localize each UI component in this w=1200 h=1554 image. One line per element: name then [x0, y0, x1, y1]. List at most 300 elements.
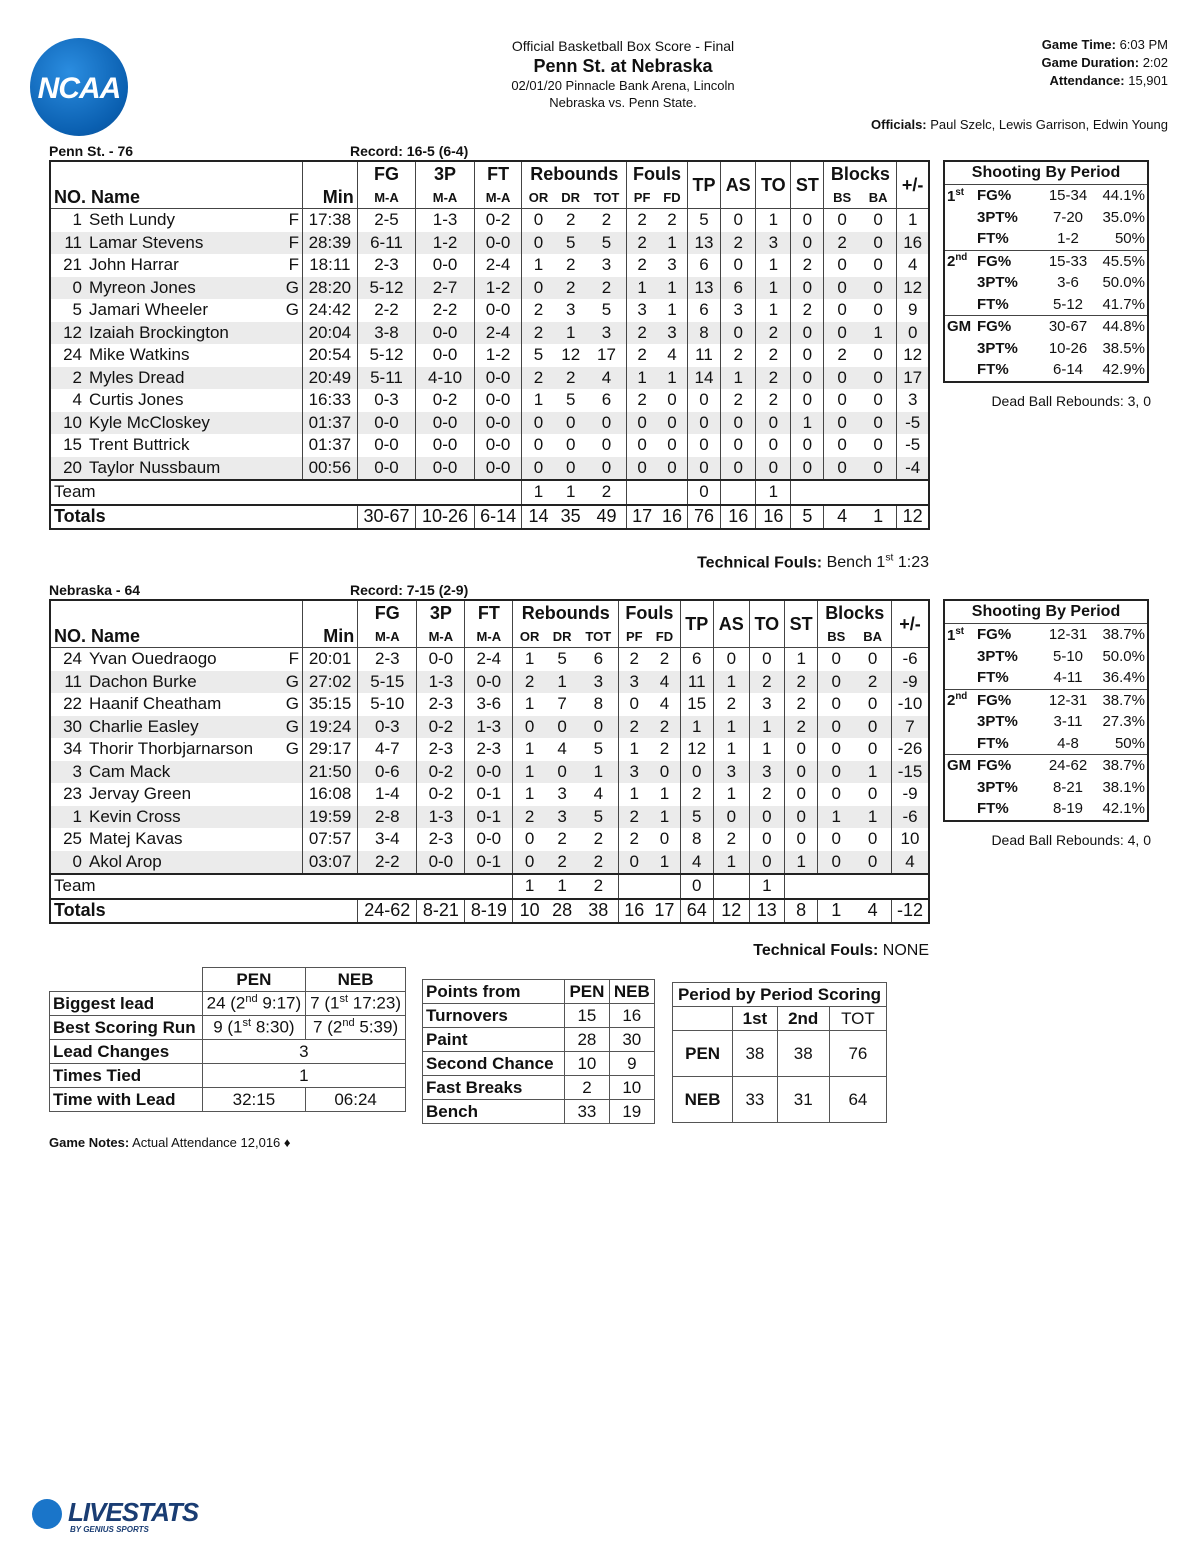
player-bs: 0 — [837, 210, 847, 230]
player-bs: 0 — [824, 322, 860, 345]
player-dr: 4 — [557, 739, 567, 759]
player-ft: 0-0 — [474, 367, 522, 390]
lead-label: Time with Lead — [50, 1088, 203, 1112]
col-as: AS — [721, 161, 756, 209]
attendance: 15,901 — [1128, 73, 1168, 88]
player-as: 0 — [721, 254, 756, 277]
col-tp: TP — [687, 161, 720, 209]
player-ba: 0 — [854, 716, 891, 739]
player-pf: 2 — [627, 322, 657, 345]
col-dr: DR — [561, 189, 581, 205]
player-bs: 0 — [818, 671, 854, 694]
player-st: 0 — [791, 209, 824, 232]
player-bs: 0 — [831, 694, 842, 714]
totals-dr: 35 — [555, 505, 587, 530]
player-dr: 0 — [555, 457, 587, 481]
period-score: 38 — [733, 1031, 777, 1077]
col-blank — [50, 161, 303, 186]
player-position: F — [282, 648, 303, 671]
lead-stats-table — [49, 967, 406, 1112]
player-st: 2 — [784, 716, 817, 739]
player-bs: 0 — [824, 457, 860, 481]
player-number: 0 — [50, 851, 86, 875]
player-plus-minus: 12 — [903, 345, 923, 365]
game-notes — [49, 1135, 291, 1150]
player-min: 16:33 — [303, 389, 358, 412]
player-name: Curtis Jones — [89, 390, 184, 410]
lead-both: 3 — [202, 1040, 405, 1064]
points-title: Points from — [423, 980, 565, 1004]
team-or: 1 — [522, 480, 555, 505]
player-name: Jervay Green — [89, 784, 192, 804]
player-or: 1 — [524, 784, 535, 804]
player-st: 0 — [791, 389, 824, 412]
player-fg: 0-0 — [357, 412, 416, 435]
player-number: 34 — [63, 739, 82, 759]
player-fg: 2-2 — [357, 299, 416, 322]
attendance-label: Attendance: — [1049, 73, 1125, 88]
points-pen: 15 — [565, 1004, 609, 1028]
player-ba: 0 — [854, 851, 891, 875]
player-as: 2 — [721, 344, 756, 367]
ncaa-logo — [30, 38, 128, 136]
player-row — [50, 648, 929, 671]
player-name: Akol Arop — [86, 851, 282, 875]
player-tot: 2 — [578, 851, 618, 875]
shooting-period: 2nd — [947, 252, 968, 271]
totals-pf: 17 — [627, 505, 657, 530]
shooting-row — [944, 250, 1148, 272]
player-3p: 0-0 — [416, 412, 475, 435]
player-row — [50, 806, 929, 829]
shooting-pct: 50.0% — [1102, 274, 1145, 292]
tech-value: NONE — [882, 942, 929, 959]
player-ba: 0 — [860, 254, 897, 277]
player-name: Taylor Nussbaum — [86, 457, 282, 481]
player-as: 0 — [721, 209, 756, 232]
col-or: OR — [528, 189, 549, 205]
player-position — [282, 344, 303, 367]
player-3p: 1-3 — [417, 806, 465, 829]
player-as: 0 — [721, 434, 756, 457]
player-row — [50, 254, 929, 277]
box-score-neb — [49, 599, 930, 924]
player-plus-minus: 3 — [907, 390, 918, 410]
player-position: F — [282, 232, 303, 255]
lead-corner — [50, 968, 203, 992]
shooting-stat: 3PT% — [977, 647, 1018, 665]
player-or: 0 — [513, 716, 546, 739]
player-3p: 0-2 — [417, 716, 465, 739]
doc-title: Official Basketball Box Score - Final — [511, 38, 735, 54]
player-3p: 0-0 — [417, 851, 465, 875]
shooting-stat: FT% — [977, 295, 1009, 313]
points-label: Paint — [423, 1028, 565, 1052]
player-name: Myles Dread — [86, 367, 282, 390]
player-ft: 0-2 — [474, 209, 522, 232]
shooting-ma: 4-11 — [1053, 669, 1083, 687]
player-min: 20:01 — [303, 648, 358, 671]
player-dr: 12 — [561, 345, 581, 365]
totals-pf: 16 — [619, 899, 650, 924]
points-pen: 28 — [565, 1028, 609, 1052]
points-row — [423, 1028, 655, 1052]
tech-fouls-neb — [753, 942, 929, 960]
player-position — [282, 783, 303, 806]
totals-fg: 24-62 — [358, 899, 417, 924]
player-3p: 2-3 — [417, 693, 465, 716]
period-col-header: 1st — [733, 1007, 777, 1031]
col-rebounds: Rebounds — [522, 161, 627, 186]
player-3p: 0-0 — [416, 457, 475, 481]
player-ba: 2 — [854, 671, 891, 694]
points-label: Fast Breaks — [423, 1076, 565, 1100]
player-3p: 1-3 — [416, 209, 475, 232]
player-plus-minus: -5 — [905, 435, 921, 455]
player-st: 1 — [784, 648, 817, 671]
player-3p: 0-0 — [417, 648, 465, 671]
player-bs: 0 — [818, 716, 854, 739]
player-bs: 2 — [824, 232, 860, 255]
player-st: 2 — [784, 671, 817, 694]
player-min: 20:49 — [303, 367, 358, 390]
player-or: 2 — [522, 367, 555, 390]
shooting-row — [944, 316, 1148, 338]
player-as: 0 — [721, 457, 756, 481]
shooting-period — [944, 733, 975, 755]
player-min: 18:11 — [303, 254, 358, 277]
player-to: 0 — [756, 457, 791, 481]
player-ft: 0-1 — [465, 851, 513, 875]
player-st: 0 — [784, 806, 817, 829]
matchup-title: Penn St. at Nebraska — [533, 56, 713, 76]
player-st: 0 — [791, 457, 824, 481]
player-or: 0 — [522, 277, 555, 300]
player-tp: 8 — [687, 322, 720, 345]
player-min: 07:57 — [303, 828, 358, 851]
player-ft: 0-1 — [465, 806, 513, 829]
shooting-stat: 3PT% — [977, 778, 1018, 796]
player-name: Yvan Ouedraogo — [89, 649, 217, 669]
totals-row — [50, 899, 929, 924]
shooting-row — [944, 207, 1148, 229]
player-pf: 3 — [619, 761, 650, 784]
player-tp: 0 — [687, 412, 720, 435]
player-bs: 0 — [837, 390, 847, 410]
box-score-penn — [49, 160, 930, 530]
player-st: 2 — [791, 254, 824, 277]
player-row — [50, 738, 929, 761]
livestats-ball-icon — [32, 1499, 62, 1529]
player-bs: 0 — [831, 739, 842, 759]
lead-col-header: PEN — [202, 968, 306, 992]
lead-neb: 7 (2nd 5:39) — [306, 1016, 406, 1040]
player-or: 0 — [513, 851, 546, 875]
shooting-row — [944, 294, 1148, 316]
player-row — [50, 693, 929, 716]
player-min: 01:37 — [303, 412, 358, 435]
col-pf: PF — [633, 189, 651, 205]
team-as-blank — [721, 480, 756, 505]
shooting-stat: FG% — [977, 757, 1012, 775]
player-fd: 0 — [649, 761, 680, 784]
player-as: 1 — [713, 851, 749, 875]
player-number: 12 — [50, 322, 86, 345]
player-to: 0 — [756, 434, 791, 457]
player-to: 0 — [749, 648, 784, 671]
player-as: 1 — [721, 367, 756, 390]
shooting-period: 2nd — [947, 691, 968, 710]
col-fd: FD — [649, 625, 680, 648]
player-tot: 2 — [587, 277, 627, 300]
livestats-subtext: BY GENIUS SPORTS — [70, 1525, 149, 1534]
lead-row — [50, 992, 406, 1016]
col-tp: TP — [680, 600, 713, 648]
player-fg: 6-11 — [357, 232, 416, 255]
col-st: ST — [784, 600, 817, 648]
player-as: 0 — [713, 806, 749, 829]
player-number: 15 — [63, 435, 82, 455]
shooting-period — [944, 294, 975, 316]
tech-fouls-penn — [697, 553, 929, 572]
player-plus-minus: -6 — [902, 649, 918, 669]
lead-row — [50, 1016, 406, 1040]
logo-text: NCAA — [37, 72, 121, 105]
player-plus-minus: 12 — [897, 277, 929, 300]
player-number: 21 — [63, 255, 82, 275]
col-dr: DR — [552, 628, 572, 644]
player-bs: 0 — [837, 435, 847, 455]
player-name: Kyle McCloskey — [86, 412, 282, 435]
player-name: Matej Kavas — [89, 829, 183, 849]
player-tot: 5 — [587, 299, 627, 322]
col-ba: BA — [854, 625, 891, 648]
shooting-stat: 3PT% — [977, 274, 1018, 292]
shooting-ma: 3-6 — [1057, 274, 1079, 292]
totals-ba: 4 — [854, 899, 891, 924]
shooting-period — [944, 359, 975, 382]
team-to: 1 — [756, 480, 791, 505]
shooting-period: GM — [947, 318, 972, 336]
period-row — [673, 1031, 887, 1077]
player-row — [50, 389, 929, 412]
player-dr: 3 — [557, 784, 567, 804]
player-as: 2 — [713, 693, 749, 716]
player-pf: 2 — [637, 345, 647, 365]
shooting-period: 1st — [947, 625, 965, 644]
player-bs: 0 — [837, 300, 847, 320]
player-fd: 4 — [649, 671, 680, 694]
player-tp: 15 — [680, 693, 713, 716]
player-fg: 2-8 — [358, 806, 417, 829]
shooting-title: Shooting By Period — [944, 600, 1148, 624]
team-tot: 2 — [578, 874, 618, 899]
player-dr: 1 — [555, 322, 587, 345]
player-number: 0 — [50, 277, 86, 300]
shooting-ma: 24-62 — [1048, 757, 1088, 775]
col-blocks: Blocks — [824, 161, 897, 186]
player-tp: 0 — [687, 389, 720, 412]
player-dr: 5 — [555, 232, 587, 255]
points-row — [423, 1052, 655, 1076]
shooting-period — [944, 798, 975, 821]
player-fg: 3-4 — [358, 828, 417, 851]
player-plus-minus: 7 — [892, 716, 929, 739]
player-number: 22 — [63, 694, 82, 714]
player-plus-minus: -9 — [902, 784, 918, 804]
col-tot: TOT — [578, 625, 618, 648]
col-blank — [303, 600, 358, 625]
player-as: 0 — [713, 648, 749, 671]
totals-fd: 17 — [649, 899, 680, 924]
player-to: 2 — [749, 671, 784, 694]
player-3p: 2-7 — [416, 277, 475, 300]
col-fd: FD — [657, 186, 687, 209]
col-or: OR — [519, 628, 540, 644]
shooting-row — [944, 667, 1148, 689]
player-tot: 8 — [578, 693, 618, 716]
player-tp: 13 — [687, 232, 720, 255]
player-position: G — [282, 671, 303, 694]
player-tp: 11 — [687, 344, 720, 367]
player-row — [50, 209, 929, 232]
player-tp: 6 — [680, 648, 713, 671]
player-ft: 0-0 — [474, 412, 522, 435]
duration-label: Game Duration: — [1041, 55, 1140, 70]
player-number: 11 — [50, 671, 86, 694]
player-dr: 0 — [555, 412, 587, 435]
player-row — [50, 761, 929, 784]
period-row — [673, 1077, 887, 1123]
points-col-header: PEN — [565, 980, 609, 1004]
period-score: 38 — [777, 1031, 829, 1077]
player-bs: 0 — [831, 829, 842, 849]
player-name: Thorir Thorbjarnarson — [89, 739, 254, 759]
player-to: 2 — [756, 322, 791, 345]
player-min: 35:15 — [303, 693, 358, 716]
team-label: Team — [50, 480, 522, 505]
col-ft: FT — [474, 161, 522, 186]
player-pf: 2 — [637, 210, 647, 230]
player-bs: 0 — [824, 277, 860, 300]
player-min: 21:50 — [303, 761, 358, 784]
player-st: 0 — [791, 277, 824, 300]
player-ba: 0 — [860, 389, 897, 412]
totals-st: 5 — [791, 505, 824, 530]
player-fd: 1 — [649, 806, 680, 829]
player-fg: 2-3 — [358, 648, 417, 671]
player-dr: 3 — [546, 806, 578, 829]
player-ft: 1-2 — [474, 277, 522, 300]
player-fg: 2-5 — [357, 209, 416, 232]
totals-row — [50, 505, 929, 530]
player-to: 1 — [756, 299, 791, 322]
totals-tot: 49 — [587, 505, 627, 530]
player-fg: 0-3 — [357, 389, 416, 412]
shooting-ma: 3-11 — [1053, 713, 1083, 731]
player-number: 24 — [63, 649, 82, 669]
player-plus-minus: -5 — [897, 412, 929, 435]
player-number: 10 — [50, 412, 86, 435]
player-or: 1 — [524, 649, 535, 669]
lead-neb: 06:24 — [306, 1088, 406, 1112]
shooting-ma: 30-67 — [1048, 318, 1088, 336]
shooting-pct: 36.4% — [1102, 669, 1145, 687]
player-min: 24:42 — [303, 299, 358, 322]
player-ba: 1 — [854, 761, 891, 784]
player-position — [282, 367, 303, 390]
shooting-period — [944, 272, 975, 294]
player-ba: 0 — [860, 344, 897, 367]
player-ba: 0 — [860, 299, 897, 322]
col-tot: TOT — [587, 186, 627, 209]
game-info — [1042, 36, 1168, 90]
player-tot: 0 — [587, 434, 627, 457]
game-time-label: Game Time: — [1041, 37, 1116, 52]
shooting-ma: 8-19 — [1052, 800, 1084, 818]
player-position — [282, 828, 303, 851]
shooting-row — [944, 338, 1148, 360]
player-row — [50, 716, 929, 739]
team-fouls-blank — [619, 874, 680, 899]
team-dr: 1 — [555, 480, 587, 505]
player-st: 2 — [791, 299, 824, 322]
player-st: 0 — [791, 344, 824, 367]
team-name-neb: Nebraska - 64 — [49, 582, 141, 598]
player-to: 2 — [756, 389, 791, 412]
player-st: 0 — [784, 828, 817, 851]
player-tp: 14 — [687, 367, 720, 390]
player-name: Izaiah Brockington — [86, 322, 282, 345]
player-row — [50, 232, 929, 255]
document-header — [400, 38, 846, 111]
shooting-ma: 8-21 — [1052, 778, 1084, 796]
lead-label: Best Scoring Run — [50, 1016, 203, 1040]
player-ft: 2-4 — [474, 254, 522, 277]
player-tp: 0 — [687, 457, 720, 481]
shooting-pct: 42.1% — [1102, 800, 1145, 818]
player-st: 0 — [784, 738, 817, 761]
totals-fd: 16 — [657, 505, 687, 530]
player-ba: 0 — [860, 434, 897, 457]
shooting-pct: 38.1% — [1102, 778, 1145, 796]
player-tot: 1 — [578, 761, 618, 784]
player-fg: 5-10 — [358, 693, 417, 716]
player-as: 1 — [713, 671, 749, 694]
period-col-header: 2nd — [777, 1007, 829, 1031]
player-row — [50, 322, 929, 345]
player-tot: 4 — [578, 783, 618, 806]
team-name-penn: Penn St. - 76 — [49, 143, 134, 159]
shooting-ma: 6-14 — [1052, 361, 1084, 379]
player-dr: 2 — [565, 210, 576, 230]
player-bs: 1 — [818, 806, 854, 829]
player-st: 1 — [791, 412, 824, 435]
game-subtitle: Nebraska vs. Penn State. — [549, 95, 697, 110]
player-or: 5 — [533, 345, 544, 365]
player-tot: 3 — [578, 671, 618, 694]
shooting-stat: 3PT% — [977, 713, 1018, 731]
player-or: 2 — [533, 300, 544, 320]
player-as: 0 — [721, 322, 756, 345]
player-pf: 1 — [627, 277, 657, 300]
player-fd: 2 — [657, 209, 687, 232]
dead-ball-rebounds-neb: Dead Ball Rebounds: 4, 0 — [991, 832, 1151, 848]
player-st: 0 — [791, 434, 824, 457]
player-plus-minus: 0 — [897, 322, 929, 345]
player-dr: 3 — [565, 300, 576, 320]
shooting-period — [944, 711, 975, 733]
